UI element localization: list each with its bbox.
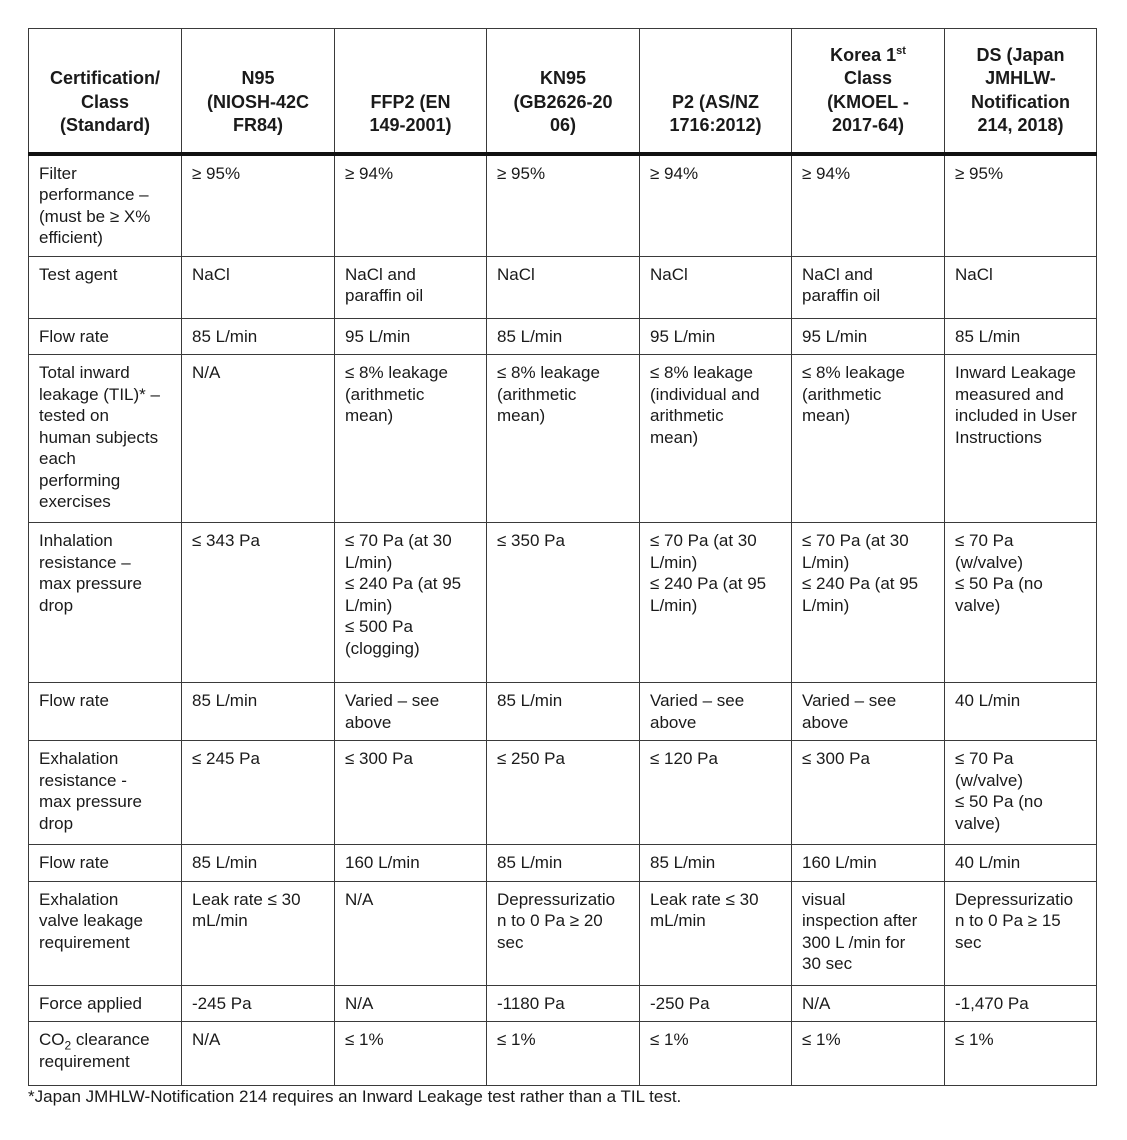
table-cell: N/A <box>182 1022 335 1086</box>
header-p2: P2 (AS/NZ 1716:2012) <box>640 29 792 154</box>
table-row <box>29 318 1097 355</box>
table-cell: ≤ 300 Pa <box>792 741 945 845</box>
table-cell: ≤ 300 Pa <box>335 741 487 845</box>
row-label-cell: Total inward leakage (TIL)* – tested on human subjects each performing exercises <box>29 355 182 523</box>
table-cell: ≤ 8% leakage (arithmetic mean) <box>487 355 640 523</box>
table-cell: ≥ 94% <box>335 154 487 257</box>
table-cell: N/A <box>792 985 945 1022</box>
table-cell: 85 L/min <box>182 318 335 355</box>
table-row <box>29 741 1097 845</box>
table-cell: ≥ 94% <box>792 154 945 257</box>
table-cell: Inward Leakage measured and included in User Instructions <box>945 355 1097 523</box>
table-cell: ≤ 1% <box>335 1022 487 1086</box>
cell-text: Korea 1 <box>830 44 897 65</box>
table-cell: -1,470 Pa <box>945 985 1097 1022</box>
row-label-cell: Flow rate <box>29 845 182 882</box>
table-cell: 95 L/min <box>335 318 487 355</box>
table-row <box>29 985 1097 1022</box>
table-cell: Varied – see above <box>335 683 487 741</box>
table-body <box>29 154 1097 1086</box>
row-label-cell: Flow rate <box>29 318 182 355</box>
header-korea-1st-class <box>792 29 945 154</box>
table-cell: 85 L/min <box>182 845 335 882</box>
table-cell: 85 L/min <box>182 683 335 741</box>
cell-text: clearance requirement <box>39 1030 150 1071</box>
table-cell: NaCl <box>945 256 1097 318</box>
table-cell: Leak rate ≤ 30 mL/min <box>640 881 792 985</box>
table-cell: ≤ 70 Pa (at 30 L/min) ≤ 240 Pa (at 95 L/min) <box>792 523 945 683</box>
table-cell: 85 L/min <box>487 683 640 741</box>
table-cell: Depressurizatio n to 0 Pa ≥ 20 sec <box>487 881 640 985</box>
table-cell: ≤ 245 Pa <box>182 741 335 845</box>
table-cell: ≤ 8% leakage (arithmetic mean) <box>792 355 945 523</box>
header-n95: N95 (NIOSH-42C FR84) <box>182 29 335 154</box>
table-row <box>29 683 1097 741</box>
table-cell: ≤ 250 Pa <box>487 741 640 845</box>
table-cell: N/A <box>182 355 335 523</box>
table-cell: ≤ 120 Pa <box>640 741 792 845</box>
table-cell: ≥ 95% <box>945 154 1097 257</box>
table-cell: NaCl <box>487 256 640 318</box>
table-row <box>29 355 1097 523</box>
table-cell: 85 L/min <box>640 845 792 882</box>
table-cell: ≤ 70 Pa (w/valve) ≤ 50 Pa (no valve) <box>945 741 1097 845</box>
table-row <box>29 845 1097 882</box>
table-cell: ≤ 1% <box>945 1022 1097 1086</box>
table-cell: 160 L/min <box>335 845 487 882</box>
table-row <box>29 523 1097 683</box>
row-label-cell: Filter performance – (must be ≥ X% efficient) <box>29 154 182 257</box>
header-ds-japan: DS (Japan JMHLW- Notification 214, 2018) <box>945 29 1097 154</box>
table-cell: -1180 Pa <box>487 985 640 1022</box>
cell-text: Class (KMOEL - 2017-64) <box>827 68 909 135</box>
table-cell: N/A <box>335 985 487 1022</box>
table-cell: ≥ 94% <box>640 154 792 257</box>
table-cell: 160 L/min <box>792 845 945 882</box>
table-cell: NaCl <box>182 256 335 318</box>
respirator-standards-comparison-table <box>28 28 1097 1086</box>
table-header-row <box>29 29 1097 154</box>
table-row <box>29 881 1097 985</box>
superscript-text: st <box>896 44 906 57</box>
table-cell: ≤ 1% <box>792 1022 945 1086</box>
table-footnote: *Japan JMHLW-Notification 214 requires an Inward Leakage test rather than a TIL test. <box>28 1087 682 1106</box>
row-label-cell: Exhalation resistance - max pressure drop <box>29 741 182 845</box>
table-cell: 85 L/min <box>487 845 640 882</box>
table-cell: -245 Pa <box>182 985 335 1022</box>
table-cell: N/A <box>335 881 487 985</box>
table-cell: visual inspection after 300 L /min for 30 sec <box>792 881 945 985</box>
table-cell: ≥ 95% <box>182 154 335 257</box>
table-cell: NaCl and paraffin oil <box>792 256 945 318</box>
table-cell: Varied – see above <box>792 683 945 741</box>
table-cell: ≤ 70 Pa (w/valve) ≤ 50 Pa (no valve) <box>945 523 1097 683</box>
table-cell: 40 L/min <box>945 683 1097 741</box>
table-cell: ≥ 95% <box>487 154 640 257</box>
table-cell: 85 L/min <box>945 318 1097 355</box>
table-cell: 85 L/min <box>487 318 640 355</box>
table-cell: NaCl and paraffin oil <box>335 256 487 318</box>
table-cell: Varied – see above <box>640 683 792 741</box>
table-cell: 95 L/min <box>640 318 792 355</box>
row-label-cell: Test agent <box>29 256 182 318</box>
table-cell: -250 Pa <box>640 985 792 1022</box>
table-cell: Depressurizatio n to 0 Pa ≥ 15 sec <box>945 881 1097 985</box>
table-row <box>29 256 1097 318</box>
row-label-cell: Exhalation valve leakage requirement <box>29 881 182 985</box>
table-cell: NaCl <box>640 256 792 318</box>
table-row <box>29 1022 1097 1086</box>
table-cell: ≤ 8% leakage (arithmetic mean) <box>335 355 487 523</box>
table-cell: ≤ 8% leakage (individual and arithmetic mean) <box>640 355 792 523</box>
table-cell: 95 L/min <box>792 318 945 355</box>
table-cell: Leak rate ≤ 30 mL/min <box>182 881 335 985</box>
row-label-cell: Flow rate <box>29 683 182 741</box>
table-cell: ≤ 70 Pa (at 30 L/min) ≤ 240 Pa (at 95 L/min) <box>640 523 792 683</box>
header-ffp2: FFP2 (EN 149-2001) <box>335 29 487 154</box>
row-label-cell <box>29 1022 182 1086</box>
row-label-cell: Inhalation resistance – max pressure drop <box>29 523 182 683</box>
table-cell: ≤ 1% <box>640 1022 792 1086</box>
table-cell: ≤ 343 Pa <box>182 523 335 683</box>
header-certification-class: Certification/ Class (Standard) <box>29 29 182 154</box>
table-row <box>29 154 1097 257</box>
table-cell: ≤ 70 Pa (at 30 L/min) ≤ 240 Pa (at 95 L/min) ≤ 500 Pa (clogging) <box>335 523 487 683</box>
table-cell: 40 L/min <box>945 845 1097 882</box>
row-label-cell: Force applied <box>29 985 182 1022</box>
table-cell: ≤ 1% <box>487 1022 640 1086</box>
header-kn95: KN95 (GB2626-20 06) <box>487 29 640 154</box>
table-cell: ≤ 350 Pa <box>487 523 640 683</box>
subscript-text: 2 <box>64 1038 72 1053</box>
cell-text: CO <box>39 1030 65 1049</box>
